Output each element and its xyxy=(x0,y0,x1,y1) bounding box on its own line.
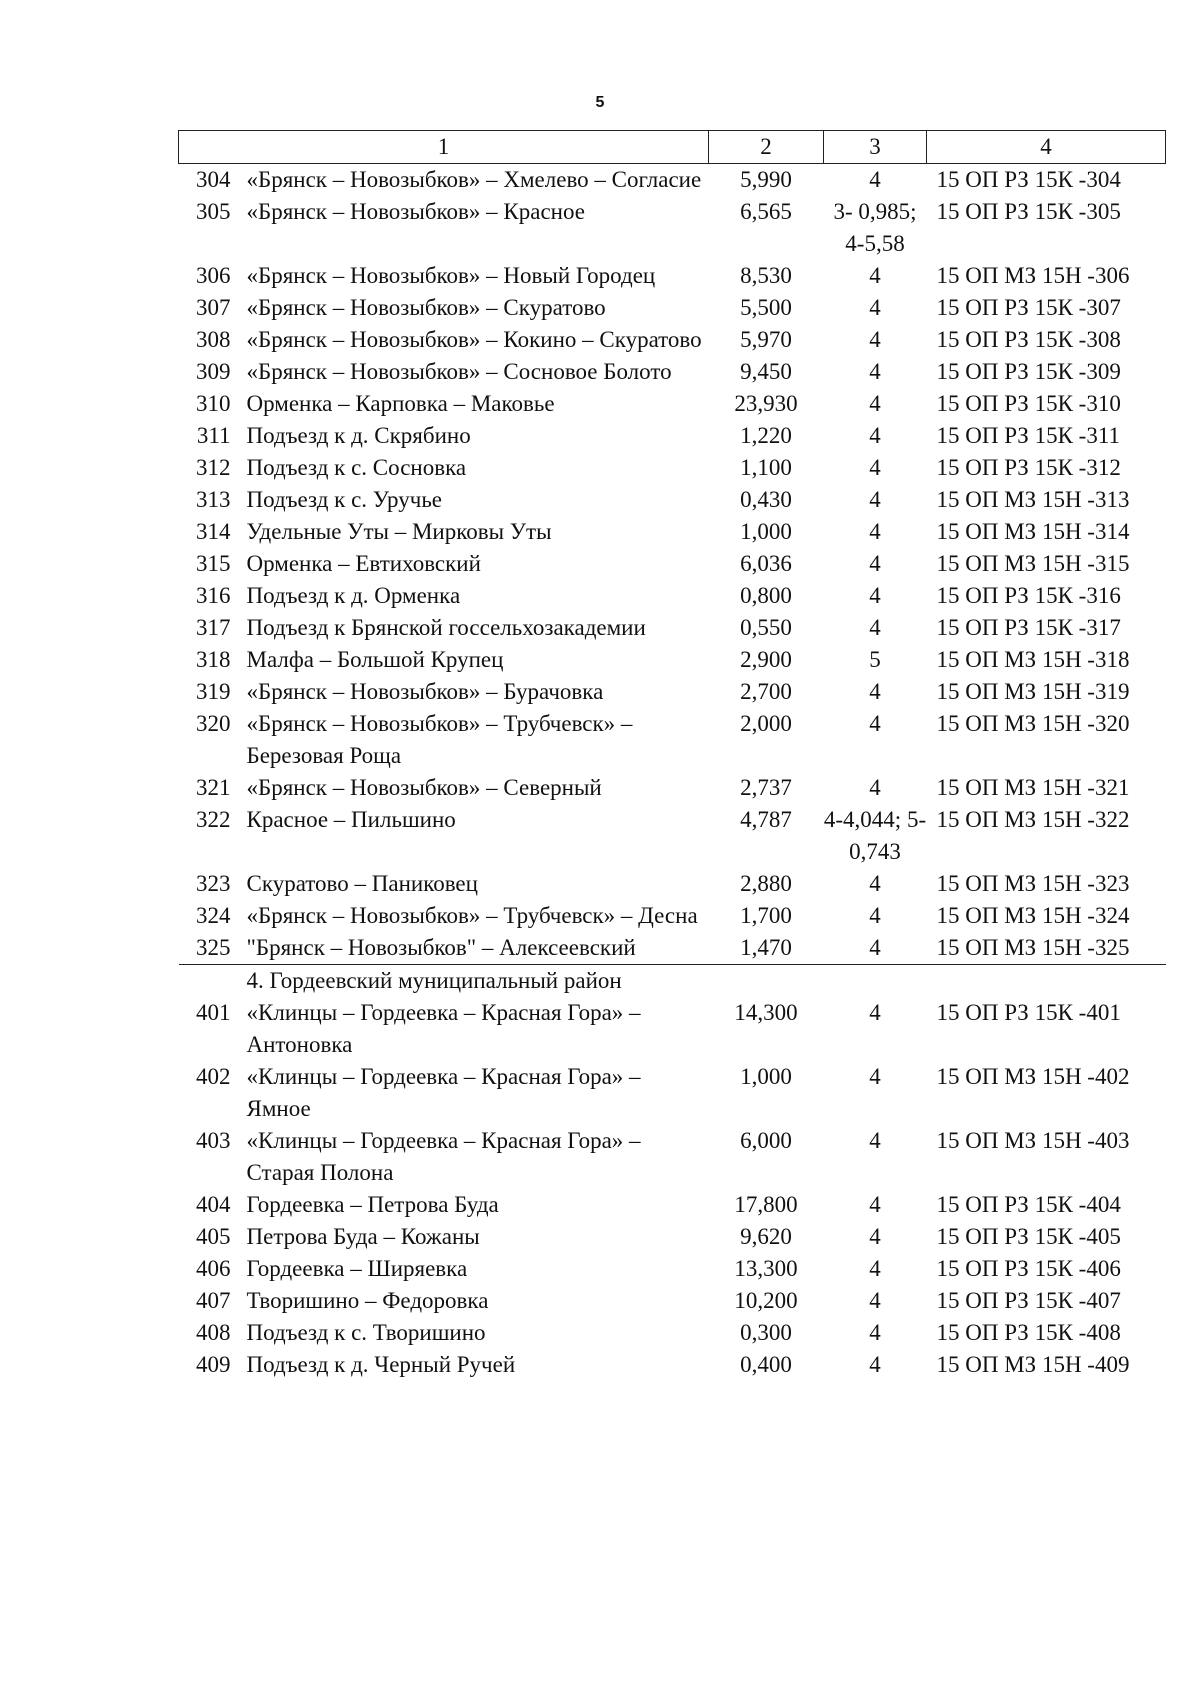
road-length: 1,220 xyxy=(740,423,792,448)
road-category: 4 xyxy=(869,871,881,896)
road-category: 4-4,044; 5-0,743 xyxy=(823,807,927,864)
road-number: 307 xyxy=(196,295,231,320)
road-id: 15 ОП РЗ 15К -408 xyxy=(936,1320,1121,1345)
road-category: 4 xyxy=(869,1000,881,1025)
road-number: 315 xyxy=(196,551,231,576)
road-length: 13,300 xyxy=(734,1256,798,1281)
road-id: 15 ОП РЗ 15К -308 xyxy=(936,327,1121,352)
road-id: 15 ОП МЗ 15Н -322 xyxy=(936,807,1130,832)
road-name: «Брянск – Новозыбков» – Трубчевск» – Десна xyxy=(246,903,698,928)
road-category: 4 xyxy=(869,1192,881,1217)
road-category: 4 xyxy=(869,391,881,416)
road-number: 318 xyxy=(196,647,231,672)
table-row xyxy=(179,997,1166,1061)
road-number: 305 xyxy=(196,199,231,224)
road-category: 4 xyxy=(869,519,881,544)
road-number: 312 xyxy=(196,455,231,480)
district-heading-spacer xyxy=(179,965,239,998)
table-row xyxy=(179,868,1166,900)
table-row xyxy=(179,580,1166,612)
table-row xyxy=(179,356,1166,388)
road-length: 6,036 xyxy=(740,551,792,576)
road-number: 405 xyxy=(196,1224,231,1249)
road-length: 6,000 xyxy=(740,1128,792,1153)
road-category: 4 xyxy=(869,1256,881,1281)
road-length: 5,990 xyxy=(740,167,792,192)
road-name: «Брянск – Новозыбков» – Бурачовка xyxy=(246,679,604,704)
road-name: Скуратово – Паниковец xyxy=(246,871,478,896)
road-name: Подъезд к д. Орменка xyxy=(246,583,461,608)
road-number: 314 xyxy=(196,519,231,544)
road-id: 15 ОП РЗ 15К -401 xyxy=(936,1000,1121,1025)
road-id: 15 ОП МЗ 15Н -314 xyxy=(936,519,1130,544)
road-category: 4 xyxy=(869,775,881,800)
table-row xyxy=(179,1061,1166,1125)
road-length: 9,620 xyxy=(740,1224,792,1249)
road-number: 304 xyxy=(196,167,231,192)
road-category: 4 xyxy=(869,423,881,448)
road-category: 4 xyxy=(869,295,881,320)
road-length: 1,700 xyxy=(740,903,792,928)
road-category: 4 xyxy=(869,583,881,608)
table-row xyxy=(179,1317,1166,1349)
table-row xyxy=(179,676,1166,708)
table-row xyxy=(179,516,1166,548)
road-category: 4 xyxy=(869,1320,881,1345)
road-name: Подъезд к Брянской госсельхозакадемии xyxy=(246,615,646,640)
table-row xyxy=(179,420,1166,452)
road-id: 15 ОП РЗ 15К -305 xyxy=(936,199,1121,224)
table-row xyxy=(179,708,1166,772)
road-category: 5 xyxy=(869,647,881,672)
road-name: Гордеевка – Петрова Буда xyxy=(246,1192,499,1217)
roads-table xyxy=(178,130,1166,1381)
road-name: Подъезд к с. Сосновка xyxy=(246,455,467,480)
road-number: 316 xyxy=(196,583,231,608)
road-id: 15 ОП МЗ 15Н -403 xyxy=(936,1128,1130,1153)
road-category: 4 xyxy=(869,615,881,640)
road-name: Подъезд к д. Черный Ручей xyxy=(246,1352,516,1377)
table-row xyxy=(179,452,1166,484)
road-name: «Брянск – Новозыбков» – Трубчевск» – Березовая Роща xyxy=(246,711,633,768)
road-id: 15 ОП РЗ 15К -317 xyxy=(936,615,1121,640)
road-id: 15 ОП РЗ 15К -404 xyxy=(936,1192,1121,1217)
table-row xyxy=(179,804,1166,868)
road-number: 323 xyxy=(196,871,231,896)
road-category: 4 xyxy=(869,711,881,736)
road-name: Петрова Буда – Кожаны xyxy=(246,1224,480,1249)
road-number: 306 xyxy=(196,263,231,288)
road-number: 317 xyxy=(196,615,231,640)
column-header-2: 2 xyxy=(709,131,824,164)
table-row xyxy=(179,772,1166,804)
road-id: 15 ОП РЗ 15К -405 xyxy=(936,1224,1121,1249)
road-length: 1,000 xyxy=(740,1064,792,1089)
road-number: 322 xyxy=(196,807,231,832)
road-length: 2,000 xyxy=(740,711,792,736)
table-row xyxy=(179,644,1166,676)
table-row xyxy=(179,612,1166,644)
road-length: 1,470 xyxy=(709,932,824,965)
table-row xyxy=(179,1349,1166,1381)
table-row xyxy=(179,484,1166,516)
road-number: 311 xyxy=(196,423,231,448)
road-id: 15 ОП МЗ 15Н -321 xyxy=(936,775,1130,800)
road-length: 0,300 xyxy=(740,1320,792,1345)
road-length: 1,000 xyxy=(740,519,792,544)
road-category: 3- 0,985; 4-5,58 xyxy=(833,199,917,256)
road-category: 4 xyxy=(824,932,927,965)
road-name: «Брянск – Новозыбков» – Хмелево – Согласие xyxy=(246,167,702,192)
road-number: 408 xyxy=(196,1320,231,1345)
table-row xyxy=(179,1253,1166,1285)
road-length: 8,530 xyxy=(740,263,792,288)
road-id: 15 ОП РЗ 15К -310 xyxy=(936,391,1121,416)
road-id: 15 ОП МЗ 15Н -313 xyxy=(936,487,1130,512)
road-number: 324 xyxy=(196,903,231,928)
road-length: 5,970 xyxy=(740,327,792,352)
road-length: 9,450 xyxy=(740,359,792,384)
road-name: Малфа – Большой Крупец xyxy=(246,647,504,672)
road-length: 14,300 xyxy=(734,1000,798,1025)
district-heading: 4. Гордеевский муниципальный район xyxy=(246,968,622,993)
road-name: Красное – Пильшино xyxy=(246,807,456,832)
table-row xyxy=(179,1125,1166,1189)
road-number: 401 xyxy=(196,1000,231,1025)
table-row xyxy=(179,292,1166,324)
header-row xyxy=(179,131,1166,164)
road-number: 407 xyxy=(196,1288,231,1313)
road-length: 10,200 xyxy=(734,1288,798,1313)
road-length: 0,800 xyxy=(740,583,792,608)
road-length: 6,565 xyxy=(740,199,792,224)
road-id: 15 ОП РЗ 15К -309 xyxy=(936,359,1121,384)
road-id: 15 ОП МЗ 15Н -409 xyxy=(936,1352,1130,1377)
road-name: «Клинцы – Гордеевка – Красная Гора» – Ямное xyxy=(246,1064,641,1121)
table-row xyxy=(179,900,1166,932)
road-number: 404 xyxy=(196,1192,231,1217)
road-number: 313 xyxy=(196,487,231,512)
road-id: 15 ОП МЗ 15Н -318 xyxy=(936,647,1130,672)
road-id: 15 ОП МЗ 15Н -315 xyxy=(936,551,1130,576)
road-length: 4,787 xyxy=(740,807,792,832)
road-number: 409 xyxy=(196,1352,231,1377)
road-name: «Брянск – Новозыбков» – Скуратово xyxy=(246,295,606,320)
road-id: 15 ОП МЗ 15Н -320 xyxy=(936,711,1130,736)
road-id: 15 ОП МЗ 15Н -325 xyxy=(927,932,1166,965)
road-category: 4 xyxy=(869,1288,881,1313)
table-row xyxy=(179,1221,1166,1253)
road-id: 15 ОП РЗ 15К -316 xyxy=(936,583,1121,608)
road-category: 4 xyxy=(869,263,881,288)
road-name: «Брянск – Новозыбков» – Новый Городец xyxy=(246,263,656,288)
table-row xyxy=(179,260,1166,292)
road-number: 403 xyxy=(196,1128,231,1153)
table-row xyxy=(179,548,1166,580)
road-category: 4 xyxy=(869,1128,881,1153)
road-category: 4 xyxy=(869,903,881,928)
district-heading-row xyxy=(179,965,1166,998)
road-id: 15 ОП МЗ 15Н -323 xyxy=(936,871,1130,896)
road-name: «Клинцы – Гордеевка – Красная Гора» – Антоновка xyxy=(246,1000,641,1057)
road-length: 2,700 xyxy=(740,679,792,704)
column-header-3: 3 xyxy=(824,131,927,164)
road-category: 4 xyxy=(869,1224,881,1249)
road-number: 325 xyxy=(179,932,239,965)
road-id: 15 ОП РЗ 15К -304 xyxy=(936,167,1121,192)
road-number: 310 xyxy=(196,391,231,416)
table-row xyxy=(179,164,1166,197)
road-name: «Брянск – Новозыбков» – Сосновое Болото xyxy=(246,359,672,384)
road-length: 0,430 xyxy=(740,487,792,512)
road-length: 23,930 xyxy=(734,391,798,416)
road-number: 406 xyxy=(196,1256,231,1281)
road-name: Удельные Уты – Мирковы Уты xyxy=(246,519,552,544)
roads-table-container xyxy=(178,130,1165,1381)
page-number: 5 xyxy=(595,94,605,111)
road-id: 15 ОП РЗ 15К -307 xyxy=(936,295,1121,320)
road-name: «Брянск – Новозыбков» – Северный xyxy=(246,775,602,800)
road-id: 15 ОП МЗ 15Н -402 xyxy=(936,1064,1130,1089)
table-row xyxy=(179,196,1166,260)
road-name: Орменка – Евтиховский xyxy=(246,551,481,576)
road-name: «Брянск – Новозыбков» – Кокино – Скуратово xyxy=(246,327,702,352)
road-length: 0,400 xyxy=(740,1352,792,1377)
road-name: Творишино – Федоровка xyxy=(246,1288,489,1313)
table-row xyxy=(179,388,1166,420)
road-name: Подъезд к с. Уручье xyxy=(246,487,443,512)
road-category: 4 xyxy=(869,455,881,480)
table-row xyxy=(179,1285,1166,1317)
road-name: "Брянск – Новозыбков" – Алексеевский xyxy=(239,932,709,965)
table-header xyxy=(179,131,1166,164)
road-number: 320 xyxy=(196,711,231,736)
table-row xyxy=(179,1189,1166,1221)
road-category: 4 xyxy=(869,551,881,576)
column-header-1: 1 xyxy=(179,131,709,164)
road-number: 309 xyxy=(196,359,231,384)
road-length: 2,737 xyxy=(740,775,792,800)
road-id: 15 ОП РЗ 15К -407 xyxy=(936,1288,1121,1313)
road-category: 4 xyxy=(869,679,881,704)
road-id: 15 ОП МЗ 15Н -319 xyxy=(936,679,1130,704)
table-row xyxy=(179,932,1166,965)
road-length: 2,900 xyxy=(740,647,792,672)
road-category: 4 xyxy=(869,359,881,384)
road-length: 0,550 xyxy=(740,615,792,640)
road-id: 15 ОП МЗ 15Н -306 xyxy=(936,263,1130,288)
road-number: 319 xyxy=(196,679,231,704)
column-header-4: 4 xyxy=(927,131,1166,164)
road-id: 15 ОП РЗ 15К -406 xyxy=(936,1256,1121,1281)
road-name: Подъезд к с. Творишино xyxy=(246,1320,486,1345)
road-length: 5,500 xyxy=(740,295,792,320)
road-category: 4 xyxy=(869,327,881,352)
road-id: 15 ОП МЗ 15Н -324 xyxy=(936,903,1130,928)
road-id: 15 ОП РЗ 15К -312 xyxy=(936,455,1121,480)
road-id: 15 ОП РЗ 15К -311 xyxy=(936,423,1120,448)
road-length: 17,800 xyxy=(734,1192,798,1217)
road-name: Орменка – Карповка – Маковье xyxy=(246,391,555,416)
table-row xyxy=(179,324,1166,356)
road-category: 4 xyxy=(869,1352,881,1377)
road-category: 4 xyxy=(869,167,881,192)
road-name: Подъезд к д. Скрябино xyxy=(246,423,471,448)
road-number: 402 xyxy=(196,1064,231,1089)
road-length: 2,880 xyxy=(740,871,792,896)
road-name: Гордеевка – Ширяевка xyxy=(246,1256,468,1281)
road-category: 4 xyxy=(869,487,881,512)
road-number: 321 xyxy=(196,775,231,800)
road-name: «Брянск – Новозыбков» – Красное xyxy=(246,199,585,224)
road-length: 1,100 xyxy=(740,455,792,480)
table-body xyxy=(179,164,1166,1382)
road-name: «Клинцы – Гордеевка – Красная Гора» – Старая Полона xyxy=(246,1128,641,1185)
road-category: 4 xyxy=(869,1064,881,1089)
road-number: 308 xyxy=(196,327,231,352)
